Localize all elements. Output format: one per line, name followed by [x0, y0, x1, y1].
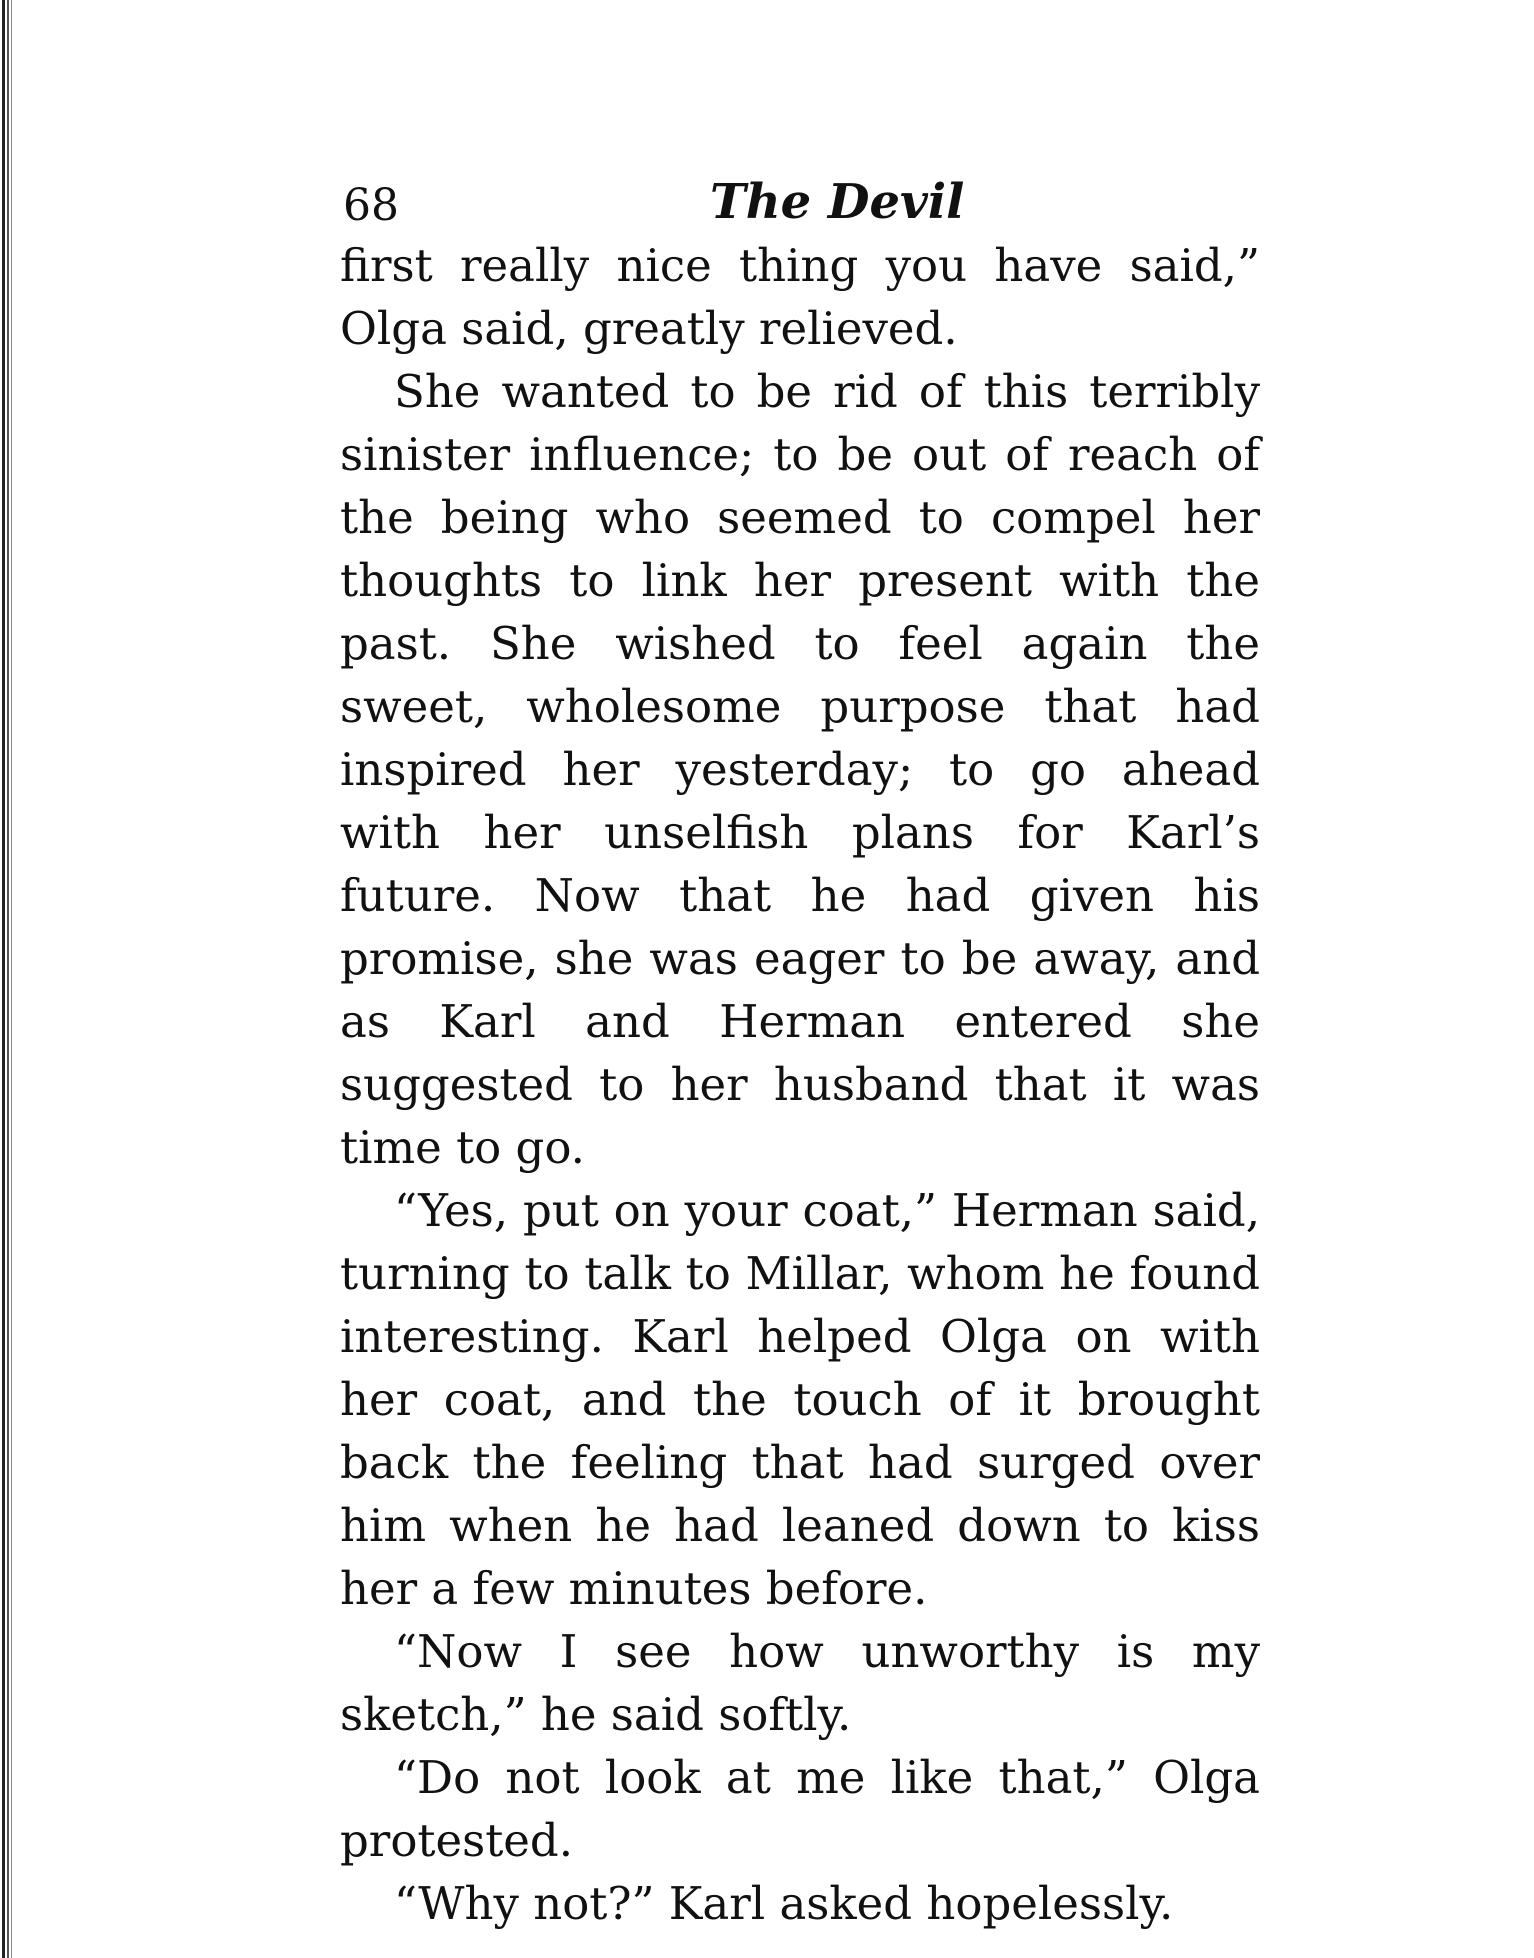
paragraph: “Why not?” Karl asked hopelessly. [394, 1877, 1174, 1930]
book-page [300, 160, 1280, 1930]
binding-edge-lines [0, 0, 14, 1958]
paragraph: “Yes, put on your coat,” Herman said, turning to talk to Millar, whom he found interesting. Karl helped Olga on with her coat, and the touch of it brought back the feeling that had surged over him when he had leaned down to kiss her a few minutes before. [340, 1184, 1260, 1615]
running-title: The Devil [710, 174, 965, 230]
paragraph: “Now I see how unworthy is my sketch,” he said softly. [340, 1625, 1260, 1741]
paragraph: She wanted to be rid of this terribly sinister influence; to be out of reach of the being who seemed to compel her thoughts to link her present with the past. She wished to feel again the sweet, wholesome purpose that had inspired her yesterday; to go ahead with her unselfish plans for Karl’s future. Now that he had given his promise, she was eager to be away, and as Karl and Herman entered she suggested to her husband that it was time to go. [340, 365, 1260, 1174]
page-number: 68 [343, 180, 399, 231]
body-text [300, 234, 1280, 1935]
paragraph: “Do not look at me like that,” Olga protested. [340, 1751, 1260, 1867]
paragraph: first really nice thing you have said,” Olga said, greatly relieved. [340, 239, 1260, 355]
page-header [300, 160, 1280, 234]
